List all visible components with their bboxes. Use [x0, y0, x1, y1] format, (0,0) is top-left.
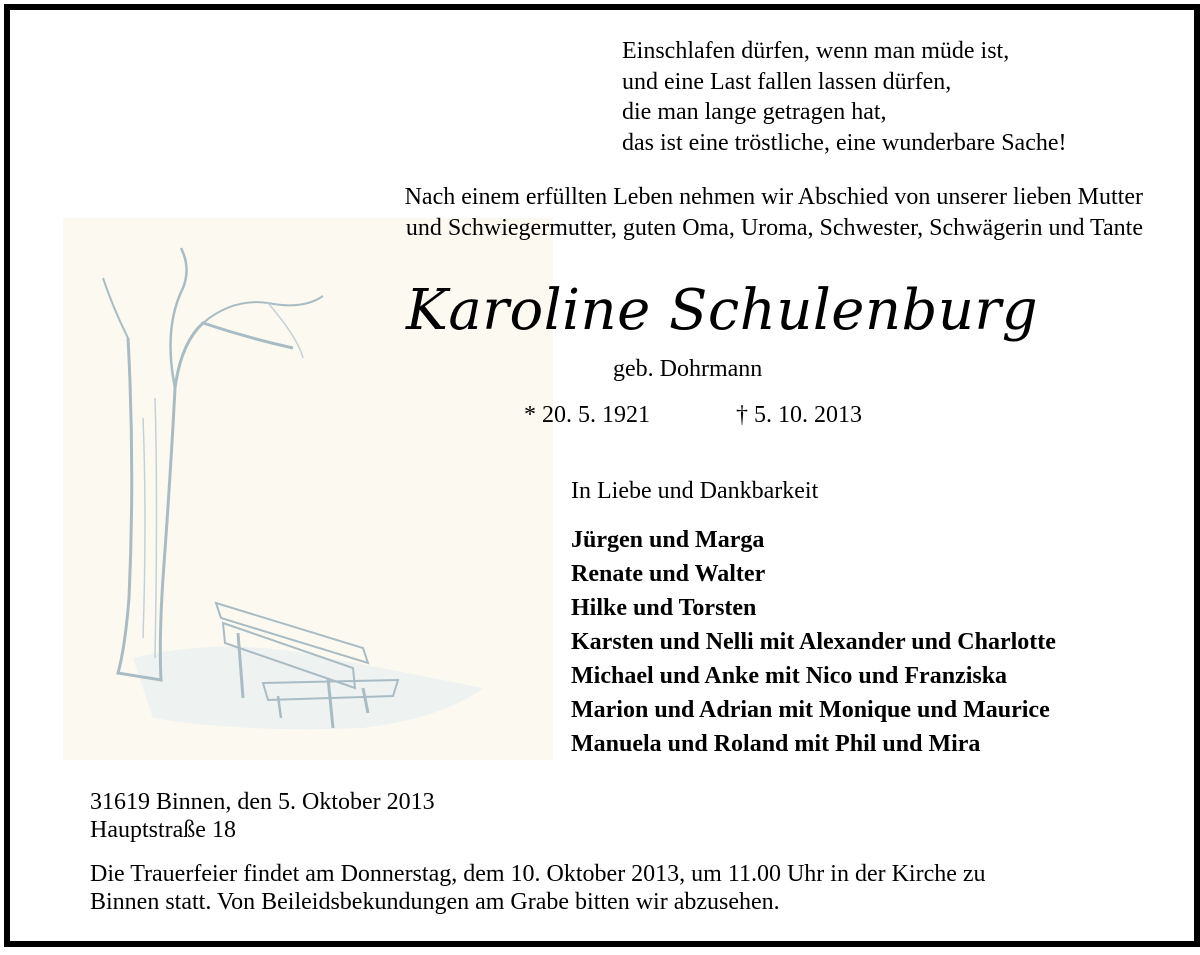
poem-line: und eine Last fallen lassen dürfen,	[622, 68, 952, 95]
poem-line: Einschlafen dürfen, wenn man müde ist,	[622, 38, 1010, 64]
obituary-frame	[4, 4, 1200, 947]
poem-line: das ist eine tröstliche, eine wunderbare Sache!	[622, 129, 1067, 156]
deceased-name: Karoline Schulenburg	[406, 278, 1039, 343]
death-date: † 5. 10. 2013	[736, 402, 862, 428]
place-date: 31619 Binnen, den 5. Oktober 2013	[90, 789, 435, 815]
notice-line: Die Trauerfeier findet am Donnerstag, dem 10. Oktober 2013, um 11.00 Uhr in der Kirche zu	[90, 861, 986, 887]
intro-line: Nach einem erfüllten Leben nehmen wir Abschied von unserer lieben Mutter	[404, 184, 1143, 210]
family-member: Renate und Walter	[571, 561, 766, 587]
dedication: In Liebe und Dankbarkeit	[571, 478, 819, 504]
poem-line: die man lange getragen hat,	[622, 99, 887, 125]
family-member: Manuela und Roland mit Phil und Mira	[571, 731, 981, 757]
family-member: Hilke und Torsten	[571, 595, 757, 621]
street: Hauptstraße 18	[90, 817, 236, 843]
family-member: Michael und Anke mit Nico und Franziska	[571, 663, 1008, 689]
family-member: Jürgen und Marga	[571, 527, 765, 553]
notice-line: Binnen statt. Von Beileidsbekundungen am Grabe bitten wir abzusehen.	[90, 889, 780, 915]
family-member: Marion und Adrian mit Monique und Maurice	[571, 697, 1050, 723]
address-block	[90, 788, 435, 844]
family-list	[571, 523, 1056, 761]
birth-date: * 20. 5. 1921	[524, 402, 650, 428]
poem	[622, 36, 1067, 158]
family-member: Karsten und Nelli mit Alexander und Charlotte	[571, 629, 1056, 655]
intro-text	[405, 182, 1143, 244]
funeral-notice	[90, 860, 986, 916]
intro-line: und Schwiegermutter, guten Oma, Uroma, Schwester, Schwägerin und Tante	[405, 215, 1143, 241]
birth-name: geb. Dohrmann	[613, 356, 763, 382]
